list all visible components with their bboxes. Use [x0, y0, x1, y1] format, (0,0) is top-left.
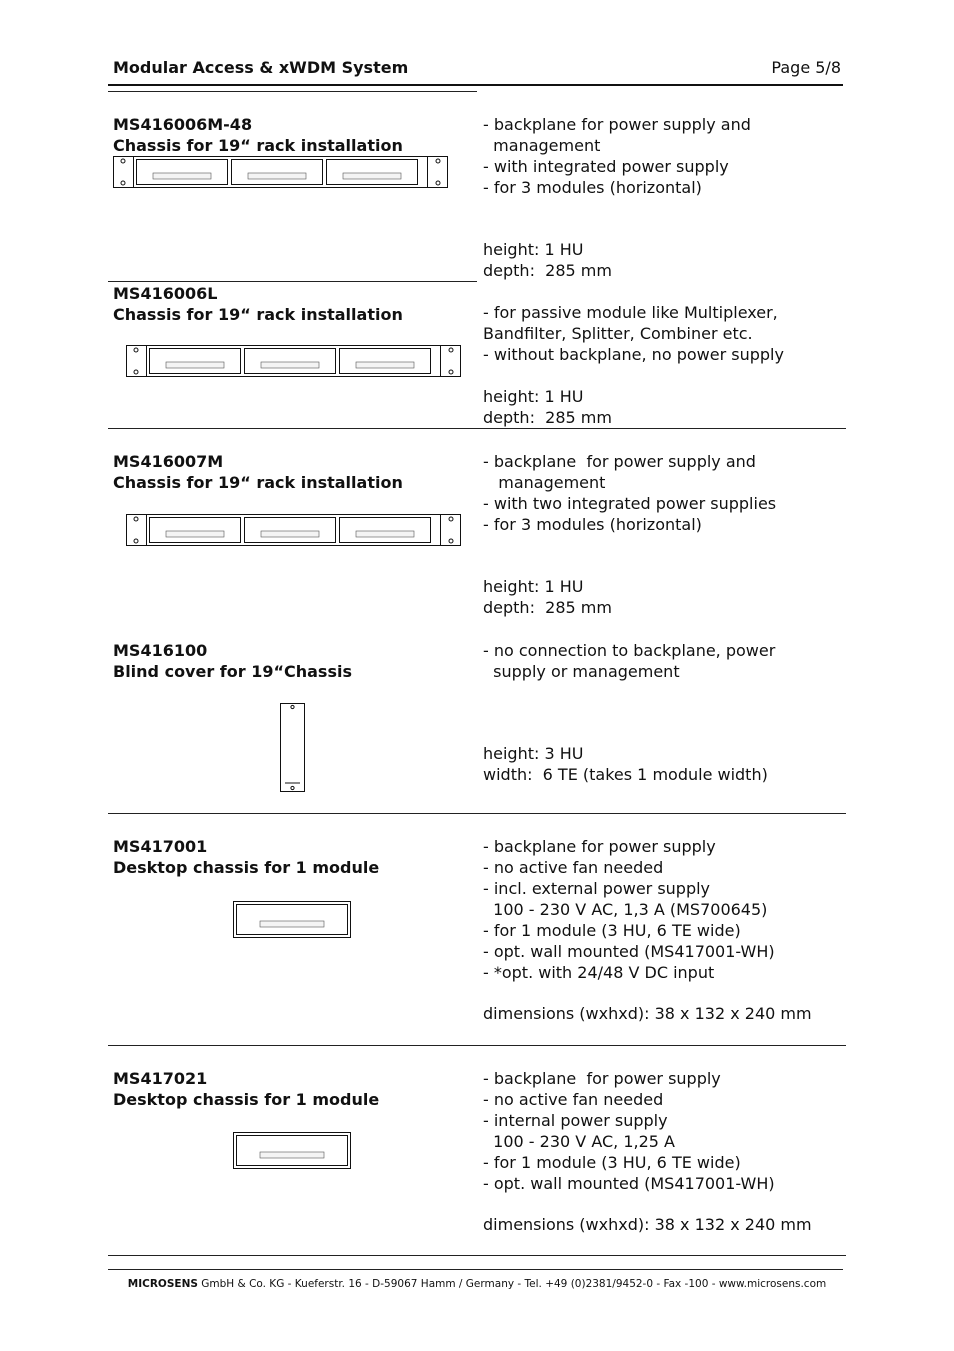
product-specs: height: 1 HU depth: 285 mm [483, 577, 612, 617]
desktop-chassis-drawing [233, 901, 352, 939]
rack-chassis-drawing [126, 345, 461, 377]
product-features: - backplane for power supply - no active fan needed - internal power supply 100 - 230 V AC, 1,25 A - for 1 module (3 HU, 6 TE wide) - opt. wall mounted (MS417001-WH) [483, 1069, 775, 1193]
footer-rule [108, 1269, 843, 1270]
product-title: Chassis for 19“ rack installation [113, 305, 403, 324]
product-specs: height: 1 HU depth: 285 mm [483, 240, 612, 280]
product-specs: height: 1 HU depth: 285 mm [483, 387, 612, 427]
product-code: MS416006M-48 [113, 115, 253, 134]
product-features: - no connection to backplane, power supply or management [483, 641, 776, 681]
page-number: Page 5/8 [771, 58, 841, 77]
product-code: MS417021 [113, 1069, 208, 1088]
product-specs: dimensions (wxhxd): 38 x 132 x 240 mm [483, 1004, 812, 1023]
document-title: Modular Access & xWDM System [113, 58, 409, 77]
header-rule [108, 84, 843, 86]
product-code: MS416006L [113, 284, 218, 303]
product-title: Desktop chassis for 1 module [113, 858, 380, 877]
product-code: MS417001 [113, 837, 208, 856]
product-specs: dimensions (wxhxd): 38 x 132 x 240 mm [483, 1215, 812, 1234]
product-title: Desktop chassis for 1 module [113, 1090, 380, 1109]
rack-chassis-drawing [113, 156, 448, 188]
divider [108, 428, 846, 429]
divider [108, 1255, 846, 1256]
divider [108, 1045, 846, 1046]
product-specs: height: 3 HU width: 6 TE (takes 1 module width) [483, 744, 768, 784]
product-code: MS416007M [113, 452, 224, 471]
product-features: - backplane for power supply and management - with integrated power supply - for 3 modules (horizontal) [483, 115, 751, 197]
product-title: Blind cover for 19“Chassis [113, 662, 352, 681]
product-features: - backplane for power supply and management - with two integrated power supplies - for 3 modules (horizontal) [483, 452, 777, 534]
product-features: - backplane for power supply - no active fan needed - incl. external power supply 100 - 230 V AC, 1,3 A (MS700645) - for 1 module (3 HU, 6 TE wide) - opt. wall mounted (MS417001-WH) - *opt. with 24/48 V DC input [483, 837, 775, 982]
product-title: Chassis for 19“ rack installation [113, 473, 403, 492]
divider [108, 91, 477, 92]
product-title: Chassis for 19“ rack installation [113, 136, 403, 155]
product-code: MS416100 [113, 641, 208, 660]
footer [0, 1278, 954, 1290]
product-features: - for passive module like Multiplexer, Bandfilter, Splitter, Combiner etc. - without backplane, no power supply [483, 303, 784, 364]
divider [108, 813, 846, 814]
divider [108, 281, 477, 282]
desktop-chassis-drawing [233, 1132, 352, 1170]
blind-cover-drawing [280, 703, 306, 793]
footer-address: GmbH & Co. KG - Kueferstr. 16 - D-59067 Hamm / Germany - Tel. +49 (0)2381/9452-0 - Fax -100 - www.microsens.com [197, 1278, 827, 1290]
rack-chassis-drawing [126, 514, 461, 546]
footer-company: MICROSENS [127, 1278, 198, 1290]
